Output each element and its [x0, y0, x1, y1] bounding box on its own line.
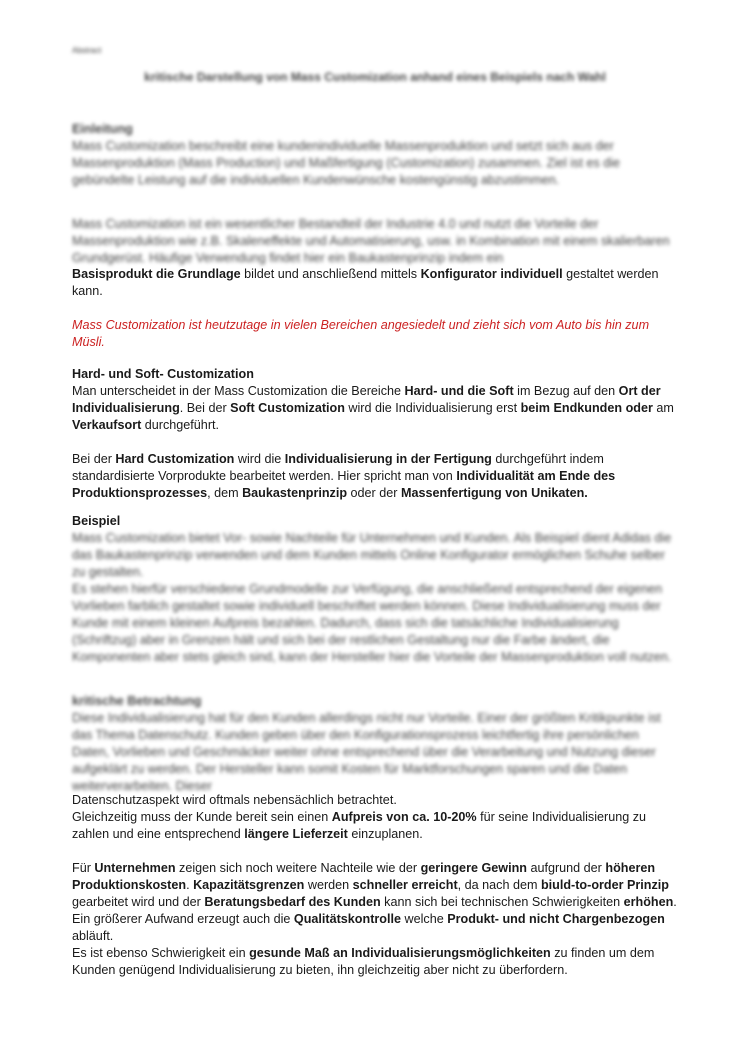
cr-p3-p: erhöhen — [623, 895, 674, 909]
cr-p3-q: . Ein größerer Aufwand erzeugt auch die — [72, 895, 677, 926]
example-section-blurred — [72, 530, 678, 666]
cr-p3-g: . — [186, 878, 194, 892]
hs-p1-a: Man unterscheidet in der Mass Customization die Bereiche — [72, 384, 405, 398]
example-heading: Beispiel — [72, 514, 121, 528]
hs-p2-i: oder der — [347, 486, 401, 500]
document-label: Abstract — [72, 46, 102, 55]
cr-p4-c: zu finden um dem Kunden genügend Individualisierung zu bieten, ihn gleichzeitig aber nicht zu überfordern. — [72, 946, 655, 977]
cr-p4-b: gesunde Maß an Individualisierungsmöglichkeiten — [249, 946, 551, 960]
cr-p3-n: Beratungsbedarf des Kunden — [204, 895, 381, 909]
example-paragraph-2: Es stehen hierfür verschiedene Grundmodelle zur Verfügung, die anschließend entsprechend der eigenen Vorlieben farblich gestaltet sowie individuell beschriftet werden können. Diese Individualisierung muss der Kunde mit einem kleinen Aufpreis bezahlen. Dadurch, dass sich die tatsächliche Individualisierung (Schriftzug) aber in Grenzen hält und sich bei der restlichen Gestaltung nur die Farbe ändert, die Komponenten aber stets gleich sind, kann der Hersteller hier die Vorteile der Massenproduktion voll nutzen. — [72, 582, 672, 664]
cr-p3-o: kann sich bei technischen Schwierigkeiten — [380, 895, 624, 909]
hardsoft-paragraph-1 — [72, 383, 678, 434]
hs-p1-k: durchgeführt. — [141, 418, 220, 432]
hs-p2-j: Massenfertigung von Unikaten. — [400, 486, 588, 500]
hs-p1-d: Ort der Individualisierung — [72, 384, 661, 415]
cr-p3-m: gearbeitet wird und der — [72, 895, 205, 909]
critique-paragraph-1-clear: Datenschutzaspekt wird oftmals nebensächlich betrachtet. — [72, 793, 397, 807]
intro-p2-blurred-text: Mass Customization ist ein wesentlicher Bestandteil der Industrie 4.0 und nutzt die Vorteile der Massenproduktion wie z.B. Skaleneffekte und Automatisierung, usw. in Kombination mit einem skalierbaren Grundgerüst. Häufige Verwendung findet hier ein Baukastenprinzip indem ein — [72, 217, 670, 265]
critique-paragraph-4 — [72, 945, 678, 979]
cr-p2-b: Aufpreis von ca. 10-20% — [331, 810, 477, 824]
intro-p2-text-4: gestaltet werden kann. — [72, 267, 659, 298]
critique-section-clear — [72, 792, 678, 979]
cr-p2-a: Gleichzeitig muss der Kunde bereit sein einen — [72, 810, 332, 824]
intro-paragraph-1: Mass Customization beschreibt eine kundenindividuelle Massenproduktion und setzt sich aus der Massenproduktion (Mass Production) und Maßfertigung (Customization) zusammen. Ziel ist es die gebündelte Leistung auf die individuellen Kundenwünsche kostengünstig abzustimmen. — [72, 139, 621, 187]
hs-p1-j: Verkaufsort — [72, 418, 142, 432]
cr-p3-e: aufgrund der — [526, 861, 606, 875]
hs-p2-f: Individualität am Ende des Produktionsprozesses — [72, 469, 616, 500]
hs-p1-e: . Bei der — [179, 401, 231, 415]
cr-p3-r: Qualitätskontrolle — [293, 912, 401, 926]
cr-p2-d: längere Lieferzeit — [244, 827, 348, 841]
hs-p2-d: Individualisierung in der Fertigung — [284, 452, 492, 466]
cr-p3-u: abläuft. — [72, 929, 114, 943]
intro-paragraph-2-blurred — [72, 216, 678, 267]
critique-paragraph-1-blurred: Diese Individualisierung hat für den Kunden allerdings nicht nur Vorteile. Einer der größten Kritikpunkte ist das Thema Datenschutz. Kunden geben über den Konfigurationsprozess leichtfertig ihre persönlichen Daten, Vorlieben und Geschmäcker weiter ohne entsprechend über die Verarbeitung und Nutzung dieser aufgeklärt zu werden. Der Hersteller kann somit Kosten für Marktforschungen sparen und die Daten weiterverarbeiten. Dieser — [72, 711, 661, 793]
hardsoft-heading: Hard- und Soft- Customization — [72, 367, 254, 381]
cr-p2-e: einzuplanen. — [347, 827, 423, 841]
hardsoft-section — [72, 366, 678, 502]
cr-p3-l: biuld-to-order Prinzip — [540, 878, 669, 892]
cr-p3-f: höheren Produktionskosten — [72, 861, 656, 892]
critique-section-blurred — [72, 693, 678, 795]
hs-p1-g: wird die Individualisierung erst — [344, 401, 521, 415]
cr-p3-h: Kapazitätsgrenzen — [193, 878, 305, 892]
intro-paragraph-2-clear — [72, 266, 678, 300]
intro-p2-text-2: bildet und anschließend mittels — [240, 267, 421, 281]
cr-p3-k: , da nach dem — [457, 878, 541, 892]
example-heading-block — [72, 513, 678, 530]
critique-paragraph-2 — [72, 809, 678, 843]
red-note: Mass Customization ist heutzutage in vielen Bereichen angesiedelt und zieht sich vom Auto bis hin zum Müsli. — [72, 318, 650, 349]
hs-p1-h: beim Endkunden oder — [520, 401, 653, 415]
intro-p2-bold-1: Basisprodukt die Grundlage — [72, 267, 241, 281]
cr-p3-c: zeigen sich noch weitere Nachteile wie der — [175, 861, 421, 875]
critique-heading: kritische Betrachtung — [72, 694, 202, 708]
hs-p1-i: am — [652, 401, 674, 415]
example-paragraph-1: Mass Customization bietet Vor- sowie Nachteile für Unternehmen und Kunden. Als Beispiel dient Adidas die das Baukastenprinzip verwenden und dem Kunden mittels Online Konfigurator ermöglichen Schuhe selber zu gestalten. — [72, 531, 672, 579]
hs-p2-b: Hard Customization — [115, 452, 235, 466]
hs-p1-b: Hard- und die Soft — [404, 384, 514, 398]
cr-p4-a: Es ist ebenso Schwierigkeit ein — [72, 946, 250, 960]
intro-p2-bold-3: Konfigurator individuell — [420, 267, 563, 281]
cr-p3-i: werden — [304, 878, 353, 892]
cr-p2-c: für seine Individualisierung zu zahlen und eine entsprechend — [72, 810, 647, 841]
cr-p3-a: Für — [72, 861, 95, 875]
critique-paragraph-3 — [72, 860, 678, 945]
intro-heading: Einleitung — [72, 122, 133, 136]
hs-p2-g: , dem — [207, 486, 243, 500]
hs-p1-f: Soft Customization — [230, 401, 345, 415]
hs-p2-c: wird die — [234, 452, 285, 466]
intro-section — [72, 121, 678, 189]
document-title: kritische Darstellung von Mass Customization anhand eines Beispiels nach Wahl — [144, 70, 606, 84]
hs-p2-e: durchgeführt indem standardisierte Vorprodukte bearbeitet werden. Hier spricht man von — [72, 452, 604, 483]
hardsoft-paragraph-2 — [72, 451, 678, 502]
cr-p3-s: welche — [401, 912, 448, 926]
cr-p3-d: geringere Gewinn — [420, 861, 527, 875]
cr-p3-j: schneller erreicht — [352, 878, 458, 892]
hs-p1-c: im Bezug auf den — [513, 384, 619, 398]
hs-p2-h: Baukastenprinzip — [242, 486, 348, 500]
hs-p2-a: Bei der — [72, 452, 116, 466]
cr-p3-b: Unternehmen — [94, 861, 176, 875]
cr-p3-t: Produkt- und nicht Chargenbezogen — [447, 912, 665, 926]
